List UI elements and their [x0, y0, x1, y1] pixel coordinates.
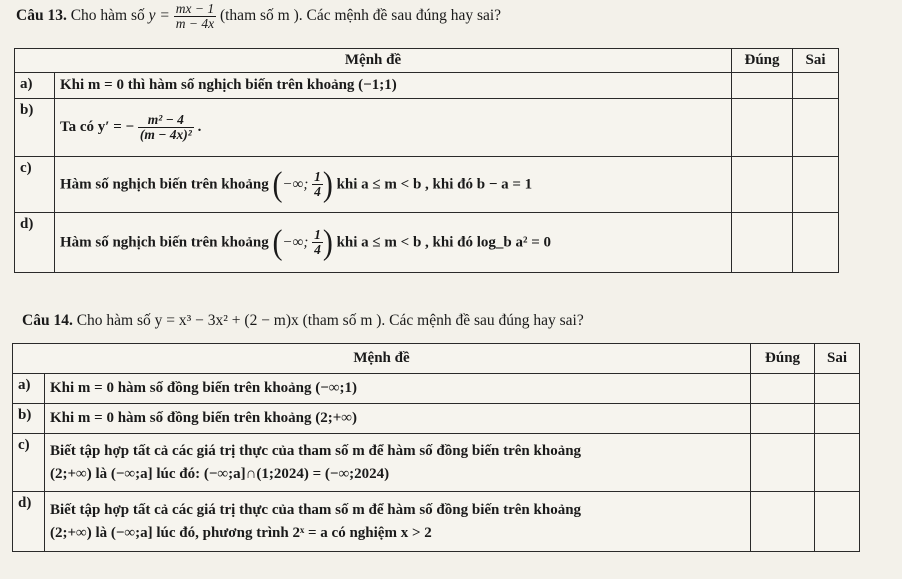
q14-label: Câu 14.: [22, 312, 73, 329]
q13-row-c-pre: Hàm số nghịch biến trên khoảng: [59, 175, 269, 192]
q14-row-c-line2: (2;+∞) là (−∞;a] lúc đó: (−∞;a]∩(1;2024) = (−∞;2024): [49, 465, 390, 482]
q14-row-b-letter: b): [13, 404, 45, 434]
q14-row-c-line1: Biết tập hợp tất cả các giá trị thực của tham số m để hàm số đồng biến trên khoảng: [49, 442, 582, 459]
q13-row-d-interval-pre: −∞;: [282, 233, 309, 250]
q13-row-b-post: .: [197, 118, 202, 135]
q14-row-d-true-cell[interactable]: [751, 492, 815, 552]
q13-func-numerator: mx − 1: [175, 1, 215, 16]
q14-row-a: [13, 374, 860, 404]
q14-row-c-statement: [44, 434, 750, 492]
q13-row-d-letter: d): [15, 213, 55, 273]
q13-row-b-fraction: [138, 113, 194, 142]
q13-row-d-true-cell[interactable]: [732, 213, 793, 273]
q13-tail: (tham số m ). Các mệnh đề sau đúng hay sai?: [219, 7, 502, 25]
q14-row-d-line1: Biết tập hợp tất cả các giá trị thực của tham số m để hàm số đồng biến trên khoảng: [49, 501, 582, 518]
q14-table: [12, 343, 860, 552]
q13-row-c-left-paren: (: [272, 164, 283, 203]
q14-row-c-false-cell[interactable]: [815, 434, 860, 492]
q14-row-c-true-cell[interactable]: [751, 434, 815, 492]
q13-row-c-post: khi a ≤ m < b , khi đó b − a = 1: [336, 175, 533, 192]
q13-header-true: Đúng: [732, 49, 793, 73]
q14-header-true: Đúng: [751, 344, 815, 374]
q13-row-d-left-paren: (: [272, 222, 283, 261]
q13-row-a-true-cell[interactable]: [732, 73, 793, 99]
q13-row-c-letter: c): [15, 157, 55, 213]
q14-row-d-letter: d): [13, 492, 45, 552]
q13-row-c-false-cell[interactable]: [793, 157, 839, 213]
q13-row-b-pre: Ta có y′ = −: [59, 118, 135, 135]
q13-func-lhs: y =: [148, 7, 170, 25]
q13-row-b-denominator: (m − 4x)²: [139, 127, 192, 142]
q13-header-false: Sai: [793, 49, 839, 73]
q13-row-c-true-cell[interactable]: [732, 157, 793, 213]
q14-row-a-true-cell[interactable]: [751, 374, 815, 404]
q14-row-d-statement: [44, 492, 750, 552]
q13-label: Câu 13.: [16, 7, 67, 25]
q13-row-c-interval-fraction: [312, 170, 323, 199]
q13-row-b-true-cell[interactable]: [732, 99, 793, 157]
q13-row-c-right-paren: ): [322, 164, 333, 203]
q13-row-b-letter: b): [15, 99, 55, 157]
q13-row-d-interval-denominator: 4: [314, 242, 321, 257]
q13-intro: Cho hàm số: [70, 7, 145, 25]
q13-row-d-pre: Hàm số nghịch biến trên khoảng: [59, 233, 269, 250]
q14-row-d: [13, 492, 860, 552]
q13-row-d-interval-numerator: 1: [314, 226, 321, 242]
q13-row-d-statement: [54, 213, 731, 273]
q13-row-c-interval-pre: −∞;: [282, 175, 309, 192]
q14-row-b-true-cell[interactable]: [751, 404, 815, 434]
q13-header-row: [15, 49, 839, 73]
q13-row-a: [15, 73, 839, 99]
q13-row-b: [15, 99, 839, 157]
q13-title: [16, 2, 501, 31]
q13-row-c-interval-denominator: 4: [314, 184, 321, 199]
q13-func-denominator: m − 4x: [175, 16, 215, 32]
q14-row-a-letter: a): [13, 374, 45, 404]
q13-row-d: [15, 213, 839, 273]
q14-row-b: [13, 404, 860, 434]
q13-row-d-post: khi a ≤ m < b , khi đó log_b a² = 0: [336, 233, 552, 250]
q13-header-statement: Mệnh đề: [15, 49, 732, 73]
q13-func-fraction: [174, 2, 216, 31]
q13-row-b-numerator: m² − 4: [138, 113, 194, 128]
q14-row-b-false-cell[interactable]: [815, 404, 860, 434]
q14-row-c-letter: c): [13, 434, 45, 492]
q13-row-b-statement: [54, 99, 731, 157]
q13-row-c: [15, 157, 839, 213]
q13-row-d-right-paren: ): [322, 222, 333, 261]
q14-header-row: [13, 344, 860, 374]
q14-row-d-line2: (2;+∞) là (−∞;a] lúc đó, phương trình 2ˣ = a có nghiệm x > 2: [49, 524, 432, 541]
q14-intro: Cho hàm số y = x³ − 3x² + (2 − m)x (tham số m ). Các mệnh đề sau đúng hay sai?: [76, 312, 584, 329]
q13-row-a-false-cell[interactable]: [793, 73, 839, 99]
q13-row-c-interval-numerator: 1: [314, 168, 321, 184]
q13-table: [14, 48, 839, 273]
q14-header-false: Sai: [815, 344, 860, 374]
q14-row-d-false-cell[interactable]: [815, 492, 860, 552]
q14-row-a-false-cell[interactable]: [815, 374, 860, 404]
q14-row-b-text: Khi m = 0 hàm số đồng biến trên khoảng (2;+∞): [44, 404, 750, 434]
q13-row-b-false-cell[interactable]: [793, 99, 839, 157]
q14-title: [22, 312, 584, 330]
q14-row-c: [13, 434, 860, 492]
q14-row-a-text: Khi m = 0 hàm số đồng biến trên khoảng (−∞;1): [44, 374, 750, 404]
q13-row-d-interval-fraction: [312, 228, 323, 257]
q13-row-c-statement: [54, 157, 731, 213]
q13-row-a-letter: a): [15, 73, 55, 99]
q13-row-a-text: Khi m = 0 thì hàm số nghịch biến trên khoảng (−1;1): [54, 73, 731, 99]
q14-header-statement: Mệnh đề: [13, 344, 751, 374]
q13-row-d-false-cell[interactable]: [793, 213, 839, 273]
